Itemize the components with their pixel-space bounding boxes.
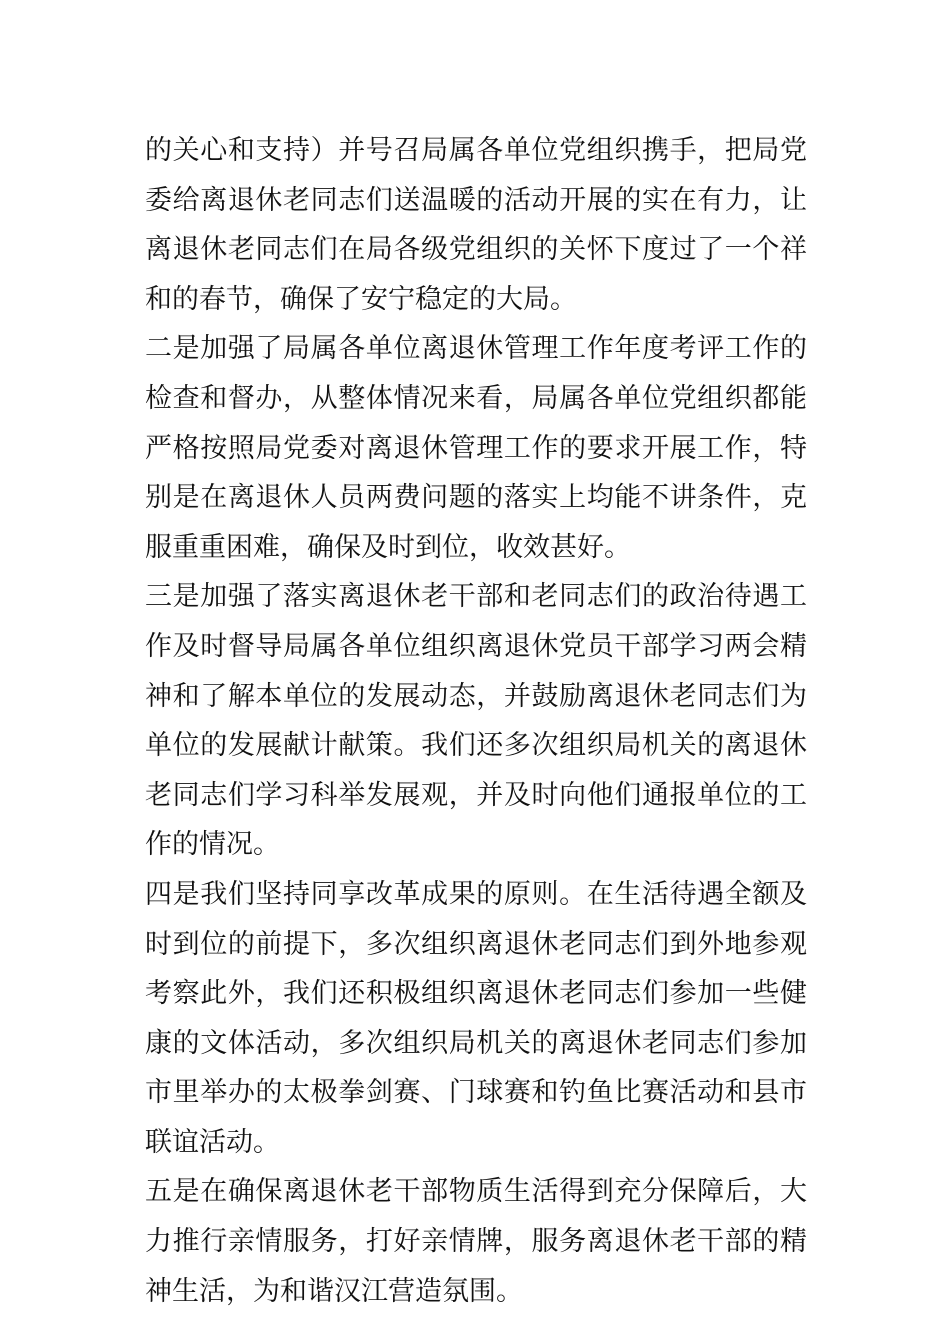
paragraph-item-4: 四是我们坚持同享改革成果的原则。在生活待遇全额及时到位的前提下，多次组织离退休老同志们到外地参观考察此外，我们还积极组织离退休老同志们参加一些健康的文体活动，多次组织局机关的离退休老同志们参加市里举办的太极拳剑赛、门球赛和钓鱼比赛活动和县市联谊活动。 [145, 878, 807, 1158]
document-body [145, 126, 807, 1316]
paragraph-continuation: 的关心和支持）并号召局属各单位党组织携手，把局党委给离退休老同志们送温暖的活动开展的实在有力，让离退休老同志们在局各级党组织的关怀下度过了一个祥和的春节，确保了安宁稳定的大局。 [145, 135, 807, 315]
paragraph-item-2: 二是加强了局属各单位离退休管理工作年度考评工作的检查和督办，从整体情况来看，局属各单位党组织都能严格按照局党委对离退休管理工作的要求开展工作，特别是在离退休人员两费问题的落实上均能不讲条件，克服重重困难，确保及时到位，收效甚好。 [145, 333, 807, 563]
paragraph-item-5: 五是在确保离退休老干部物质生活得到充分保障后，大力推行亲情服务，打好亲情牌，服务离退休老干部的精神生活，为和谐汉江营造氛围。 [145, 1176, 807, 1307]
paragraph-item-3: 三是加强了落实离退休老干部和老同志们的政治待遇工作及时督导局属各单位组织离退休党员干部学习两会精神和了解本单位的发展动态，并鼓励离退休老同志们为单位的发展献计献策。我们还多次组织局机关的离退休老同志们学习科举发展观，并及时向他们通报单位的工作的情况。 [145, 581, 807, 861]
